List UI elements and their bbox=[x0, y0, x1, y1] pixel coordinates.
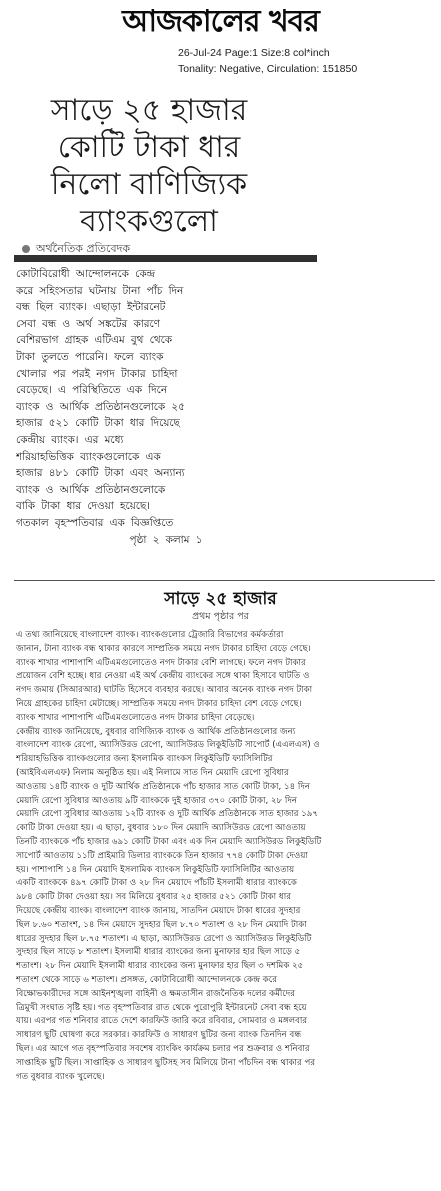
clip-meta-tonality: Tonality: Negative, Circulation: 151850 bbox=[178, 63, 358, 75]
lead-line: কোটাবিরোধী আন্দোলনকে কেন্দ্র bbox=[16, 268, 156, 280]
lead-line: বাকি টাকা ধার দেওয়া হয়েছে। bbox=[16, 500, 150, 513]
body-line: হয়। পাশাপাশি ১৪ দিন মেয়াদি ইসলামিক ব্যাংকস লিকুইডিটি ফ্যাসিলিটির আওতায় bbox=[16, 864, 295, 875]
lead-line: হাজার ৪৮১ কোটি টাকা এবং অন্যান্য bbox=[16, 467, 185, 480]
body-line: সুদহার ছিল সাড়ে ৮ শতাংশ। ইসলামী ধারার ব্যাংকের জন্য মুনাফার হার ছিল সাড়ে ৫ bbox=[16, 947, 301, 958]
lead-line: বন্ধ ছিল ব্যাংক। এছাড়া ইন্টারনেট bbox=[16, 301, 166, 314]
body-line: শতাংশ। ২৮ দিন মেয়াদি ইসলামী ধারার ব্যাংকের জন্য মুনাফার হার ছিল ৩ দশমিক ২৫ bbox=[16, 961, 304, 972]
body-line: বিক্ষোভকারীদের সঙ্গে আইনশৃঙ্খলা বাহিনী ও ক্ষমতাসীন রাজনৈতিক দলের কর্মীদের bbox=[16, 988, 296, 999]
lead-line: হাজার ৫২১ কোটি টাকা ধার দিয়েছে bbox=[16, 417, 180, 430]
body-line: নগদ জমায় (সিআরআর) ঘাটতি হিসেবে ব্যবহার করছে। আবার অনেক ব্যাংক নগদ টাকা bbox=[16, 685, 313, 696]
body-line: ৯৮৪ কোটি টাকা দেওয়া হয়। সব মিলিয়ে বুধবার ২৫ হাজার ৫২১ কোটি টাকা ধার bbox=[16, 892, 291, 903]
jump-line: পৃষ্ঠা ২ কলাম ১ bbox=[129, 533, 203, 546]
body-line: সাপ্তাহিক ছুটি ছিল। সাপ্তাহিক ও সাধারণ ছুটিসহ সব মিলিয়ে টানা পাঁচদিন বন্ধ থাকার পর bbox=[16, 1057, 316, 1068]
body-line: শতাংশ থেকে সাড়ে ৬ শতাংশ। প্রসঙ্গত, কোটাবিরোধী আন্দোলনকে কেন্দ্র করে bbox=[16, 974, 277, 985]
masthead-logo: আজকালের খবর bbox=[122, 4, 319, 39]
body-line: আওতায় ১৪টি ব্যাংক ও দুটি আর্থিক প্রতিষ্ঠানকে পাঁচ হাজার সাত কোটি টাকা, ১৪ দিন bbox=[16, 781, 310, 792]
lead-line: ব্যাংক ও আর্থিক প্রতিষ্ঠানগুলোকে ২৫ bbox=[16, 400, 185, 413]
headline-line: ব্যাংকগুলো bbox=[80, 204, 218, 239]
lead-line: কেন্দ্রীয় ব্যাংক। এর মধ্যে bbox=[16, 433, 124, 446]
body-line: প্রয়োজন বেশি হচ্ছে। ধার নেওয়া এই অর্থ কেন্দ্রীয় ব্যাংকের সঙ্গে থাকা হিসাবে ঘাটতি ও bbox=[16, 671, 310, 682]
body-line: কোটি টাকা দেওয়া হয়। এ ছাড়া, বুধবার ১৮০ দিন মেয়াদি অ্যাসিউরড রেপো আওতায় bbox=[16, 823, 306, 834]
article-headline bbox=[14, 92, 284, 240]
body-line: মেয়াদি রেপো সুবিধার আওতায় ৯টি ব্যাংককে দুই হাজার ৩৭০ কোটি টাকা, ২৮ দিন bbox=[16, 795, 297, 806]
body-line: তিনটি ব্যাংককে পাঁচ হাজার ৬৯১ কোটি টাকা এবং এক দিন মেয়াদি অ্যাসিউরড লিকুইডিটি bbox=[16, 836, 322, 847]
body-line: এ তথ্য জানিয়েছে বাংলাদেশ ব্যাংক। ব্যাংকগুলোর ট্রেজারি বিভাগের কর্মকর্তারা bbox=[16, 630, 284, 640]
body-line: সাপোর্ট আওতায় ১১টি প্রাইমারি ডিলার ব্যাংককে তিন হাজার ৭৭৪ কোটি টাকা দেওয়া bbox=[16, 850, 308, 861]
body-line: (আইবিএলএফ) নিলাম অনুষ্ঠিত হয়। এই নিলামে সাত দিন মেয়াদি রেপো সুবিধার bbox=[16, 767, 289, 778]
section-divider bbox=[14, 580, 435, 581]
body-line: ছিল ৮.৬০ শতাংশ, ১৪ দিন মেয়াদে সুদহার ছিল ৮.৭০ শতাংশ ও ২৮ দিন মেয়াদি টাকা bbox=[16, 919, 307, 930]
lead-column bbox=[16, 266, 316, 548]
clip-meta-date-page: 26-Jul-24 Page:1 Size:8 col*inch bbox=[178, 47, 330, 59]
byline-rule bbox=[14, 255, 317, 262]
body-line: একটি ব্যাংককে ৪৯৭ কোটি টাকা ও ২৮ দিন মেয়াদে পাঁচটি ইসলামী ধারার ব্যাংককে bbox=[16, 878, 297, 889]
continuation-headline: সাড়ে ২৫ হাজার bbox=[164, 589, 277, 609]
body-line: গত বুধবার ব্যাংক খুলেছে। bbox=[16, 1071, 105, 1082]
lead-line: ব্যাংক ও আর্থিক প্রতিষ্ঠানগুলোকে bbox=[16, 483, 166, 496]
byline-text: অর্থনৈতিক প্রতিবেদক bbox=[36, 242, 131, 255]
lead-line: করে সহিংসতার ঘটনায় টানা পাঁচ দিন bbox=[16, 284, 184, 297]
body-line: সাধারণ ছুটি ঘোষণা করে সরকার। কারফিউ ও সাধারণ ছুটির জন্য ব্যাংক তিনদিন বন্ধ bbox=[16, 1030, 302, 1041]
body-line: নিয়ে গ্রাহকের চাহিদা মেটাচ্ছে। সাম্প্রতিক সময়ে নগদ টাকার চাহিদা বেশ বেড়ে গেছে। bbox=[16, 698, 302, 709]
bullet-icon bbox=[22, 245, 30, 253]
body-line: ছিল। এর আগে গত বৃহস্পতিবার সবশেষ ব্যাংকিং কার্যক্রম চলার পর শুক্রবার ও শনিবার bbox=[16, 1043, 310, 1054]
body-line: শরিয়াহভিত্তিক ব্যাংকগুলোর জন্য ইসলামিক ব্যাংকস লিকুইডিটি ফ্যাসিলিটির bbox=[16, 754, 273, 765]
lead-line: খোলার পর পরই নগদ টাকার চাহিদা bbox=[16, 367, 178, 380]
lead-line: গতকাল বৃহস্পতিবার এক বিজ্ঞপ্তিতে bbox=[16, 516, 174, 529]
body-line: ব্যাংক শাখার পাশাপাশি এটিএমগুলোতেও নগদ টাকার চাহিদা বেড়েছে। bbox=[16, 712, 255, 723]
body-line: ত্রিমুখী সংঘাত সৃষ্টি হয়। গত বৃহস্পতিবার রাত থেকে পুরোপুরি ইন্টারনেট সেবা বন্ধ হয়ে bbox=[16, 1002, 307, 1013]
headline-line: নিলো বাণিজ্যিক bbox=[50, 167, 248, 202]
body-line: কেন্দ্রীয় ব্যাংক জানিয়েছে, বুধবার বাণিজ্যিক ব্যাংক ও আর্থিক প্রতিষ্ঠানগুলোর জন্য bbox=[16, 726, 296, 737]
body-line: যায়। এরপর গত শনিবার রাতে দেশে কারফিউ জারি করে রবিবার, সোমবার ও মঙ্গলবার bbox=[16, 1016, 308, 1027]
body-line: ব্যাংক শাখার পাশাপাশি এটিএমগুলোতেও নগদ টাকার বেশি লাগছে। ফলে নগদ টাকার bbox=[16, 657, 306, 668]
body-line: জানান, টানা ব্যাংক বন্ধ থাকার কারণে সাম্প্রতিক সময়ে নগদ টাকার চাহিদা বেড়ে গেছে। bbox=[16, 643, 311, 654]
continuation-body bbox=[16, 629, 435, 1084]
headline-line: কোটি টাকা ধার bbox=[57, 130, 241, 165]
body-line: দিয়েছে কেন্দ্রীয় ব্যাংক। বাংলাদেশ ব্যাংক জানায়, সাতদিন মেয়াদে টাকা ধারের সুদহার bbox=[16, 905, 301, 916]
lead-line: বেশিরভাগ গ্রাহক এটিএম বুথ থেকে bbox=[16, 334, 173, 347]
lead-line: টাকা তুলতে পারেনি। ফলে ব্যাংক bbox=[16, 350, 164, 363]
lead-line: শরিয়াহভিত্তিক ব্যাংকগুলোকে এক bbox=[16, 450, 161, 463]
lead-line: বেড়েছে। এ পরিস্থিতিতে এক দিনে bbox=[16, 384, 168, 397]
body-line: বাংলাদেশ ব্যাংক রেপো, অ্যাসিউরড রেপো, অ্যাসিউরড লিকুইডিটি সাপোর্ট (এএলএস) ও bbox=[16, 740, 320, 751]
lead-line: সেবা বন্ধ ও অর্থ সঙ্কটের কারণে bbox=[16, 317, 160, 330]
continuation-subhead: প্রথম পৃষ্ঠার পর bbox=[192, 611, 249, 622]
body-line: মেয়াদি রেপো সুবিধার আওতায় ১২টি ব্যাংক ও দুটি আর্থিক প্রতিষ্ঠানকে সাত হাজার ১৯৭ bbox=[16, 809, 318, 820]
headline-line: সাড়ে ২৫ হাজার bbox=[50, 93, 248, 128]
body-line: ধারের সুদহার ছিল ৮.৭৫ শতাংশ। এ ছাড়া, অ্যাসিউরড রেপো ও অ্যাসিউরড লিকুইডিটি bbox=[16, 933, 312, 944]
